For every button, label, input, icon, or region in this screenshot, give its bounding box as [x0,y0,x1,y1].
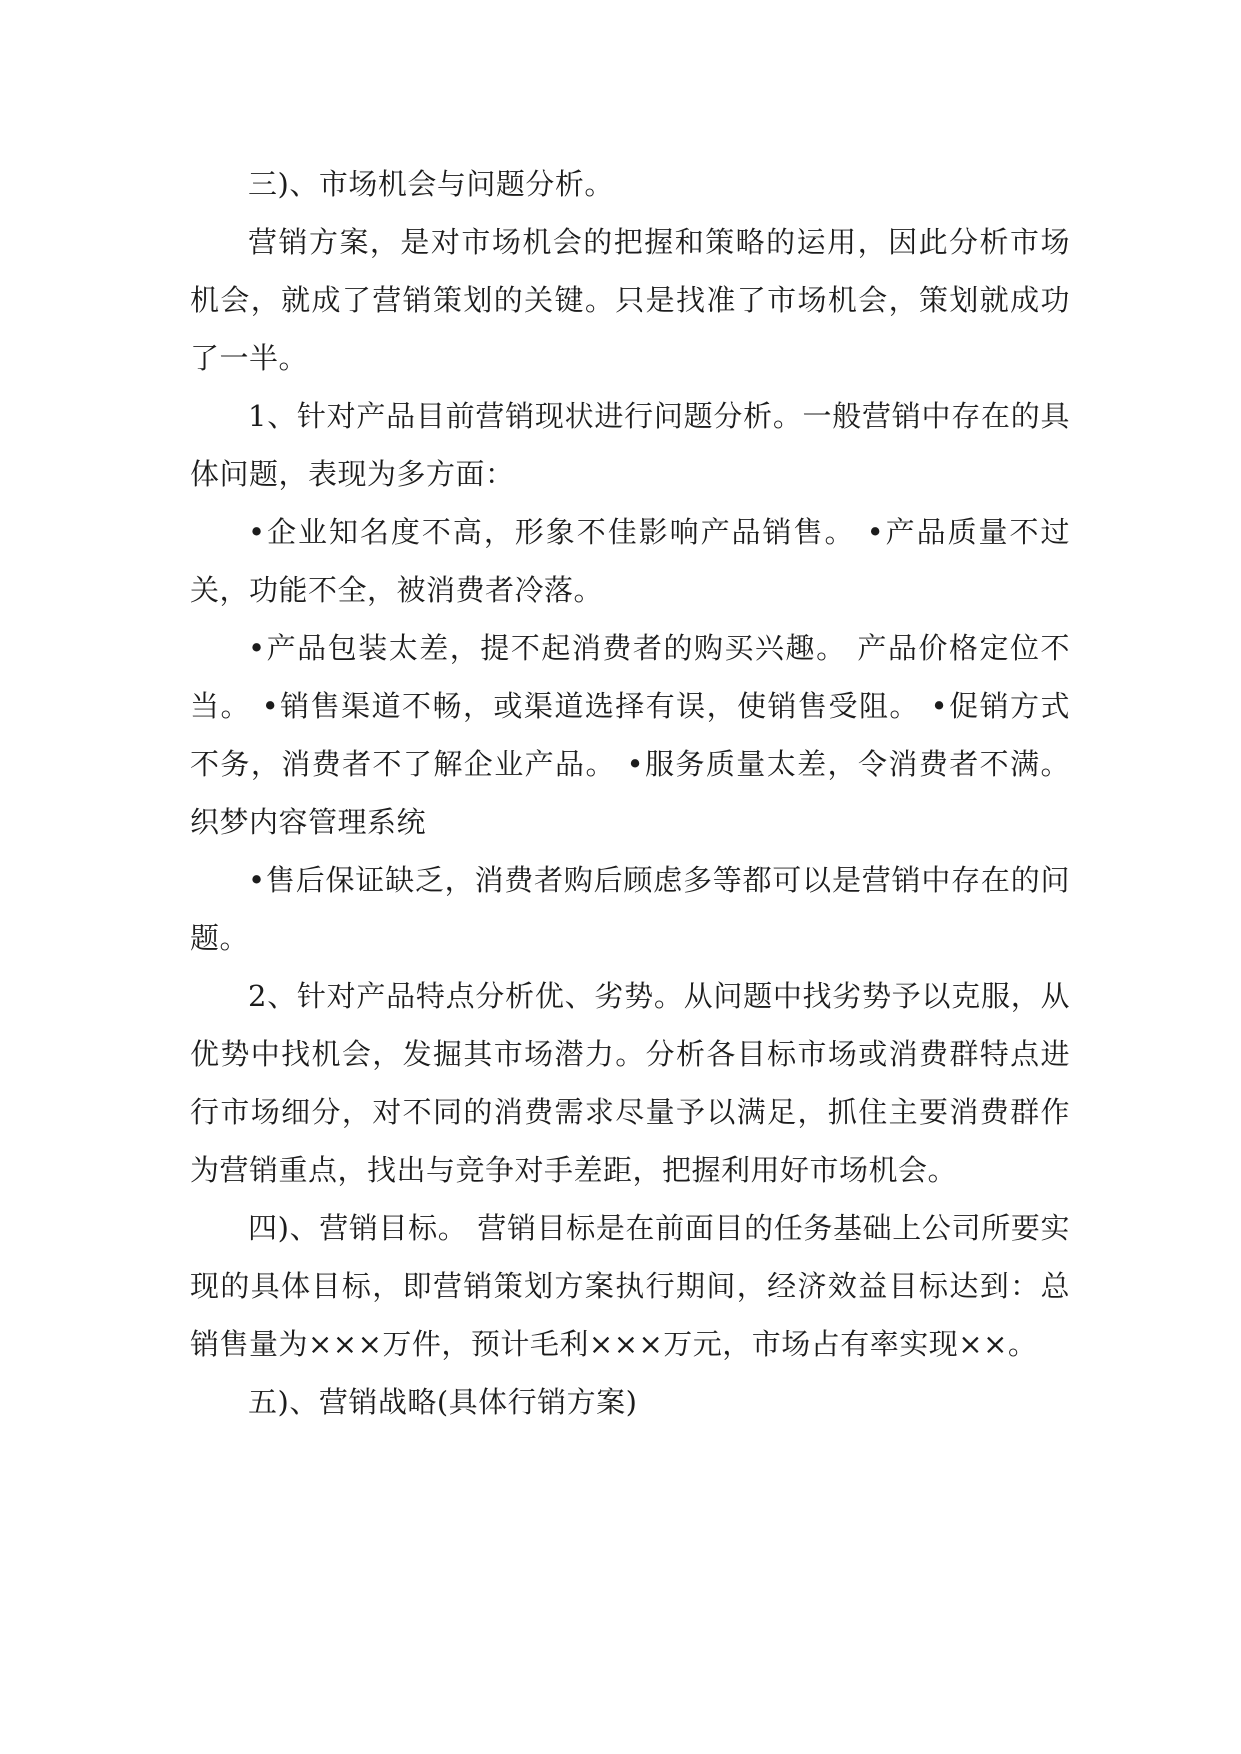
document-body [190,155,1070,1431]
paragraph-market-opportunity: 营销方案，是对市场机会的把握和策略的运用，因此分析市场机会，就成了营销策划的关键。只是找准了市场机会，策划就成功了一半。 [190,225,1070,375]
bullet-paragraph-3: •售后保证缺乏，消费者购后顾虑多等都可以是营销中存在的问题。 [190,863,1070,955]
section-heading-three: 三)、市场机会与问题分析。 [248,167,614,201]
section-heading-four: 四)、营销目标。 营销目标是在前面目的任务基础上公司所要实现的具体目标，即营销策划方案执行期间，经济效益目标达到：总销售量为×××万件，预计毛利×××万元，市场占有率实现××。 [190,1211,1070,1361]
bullet-paragraph-1: •企业知名度不高，形象不佳影响产品销售。 •产品质量不过关，功能不全，被消费者冷落。 [190,515,1070,607]
paragraph-strengths-weaknesses: 2、针对产品特点分析优、劣势。从问题中找劣势予以克服，从优势中找机会，发掘其市场潜力。分析各目标市场或消费群特点进行市场细分，对不同的消费需求尽量予以满足，抓住主要消费群作为营销重点，找出与竞争对手差距，把握利用好市场机会。 [190,979,1070,1187]
paragraph-problem-analysis: 1、针对产品目前营销现状进行问题分析。一般营销中存在的具体问题，表现为多方面： [190,399,1070,491]
section-heading-five: 五)、营销战略(具体行销方案) [248,1385,638,1419]
bullet-paragraph-2: •产品包装太差，提不起消费者的购买兴趣。 产品价格定位不当。 •销售渠道不畅，或渠道选择有误，使销售受阻。 •促销方式不务，消费者不了解企业产品。 •服务质量太差，令消费者不满。 织梦内容管理系统 [190,631,1070,839]
